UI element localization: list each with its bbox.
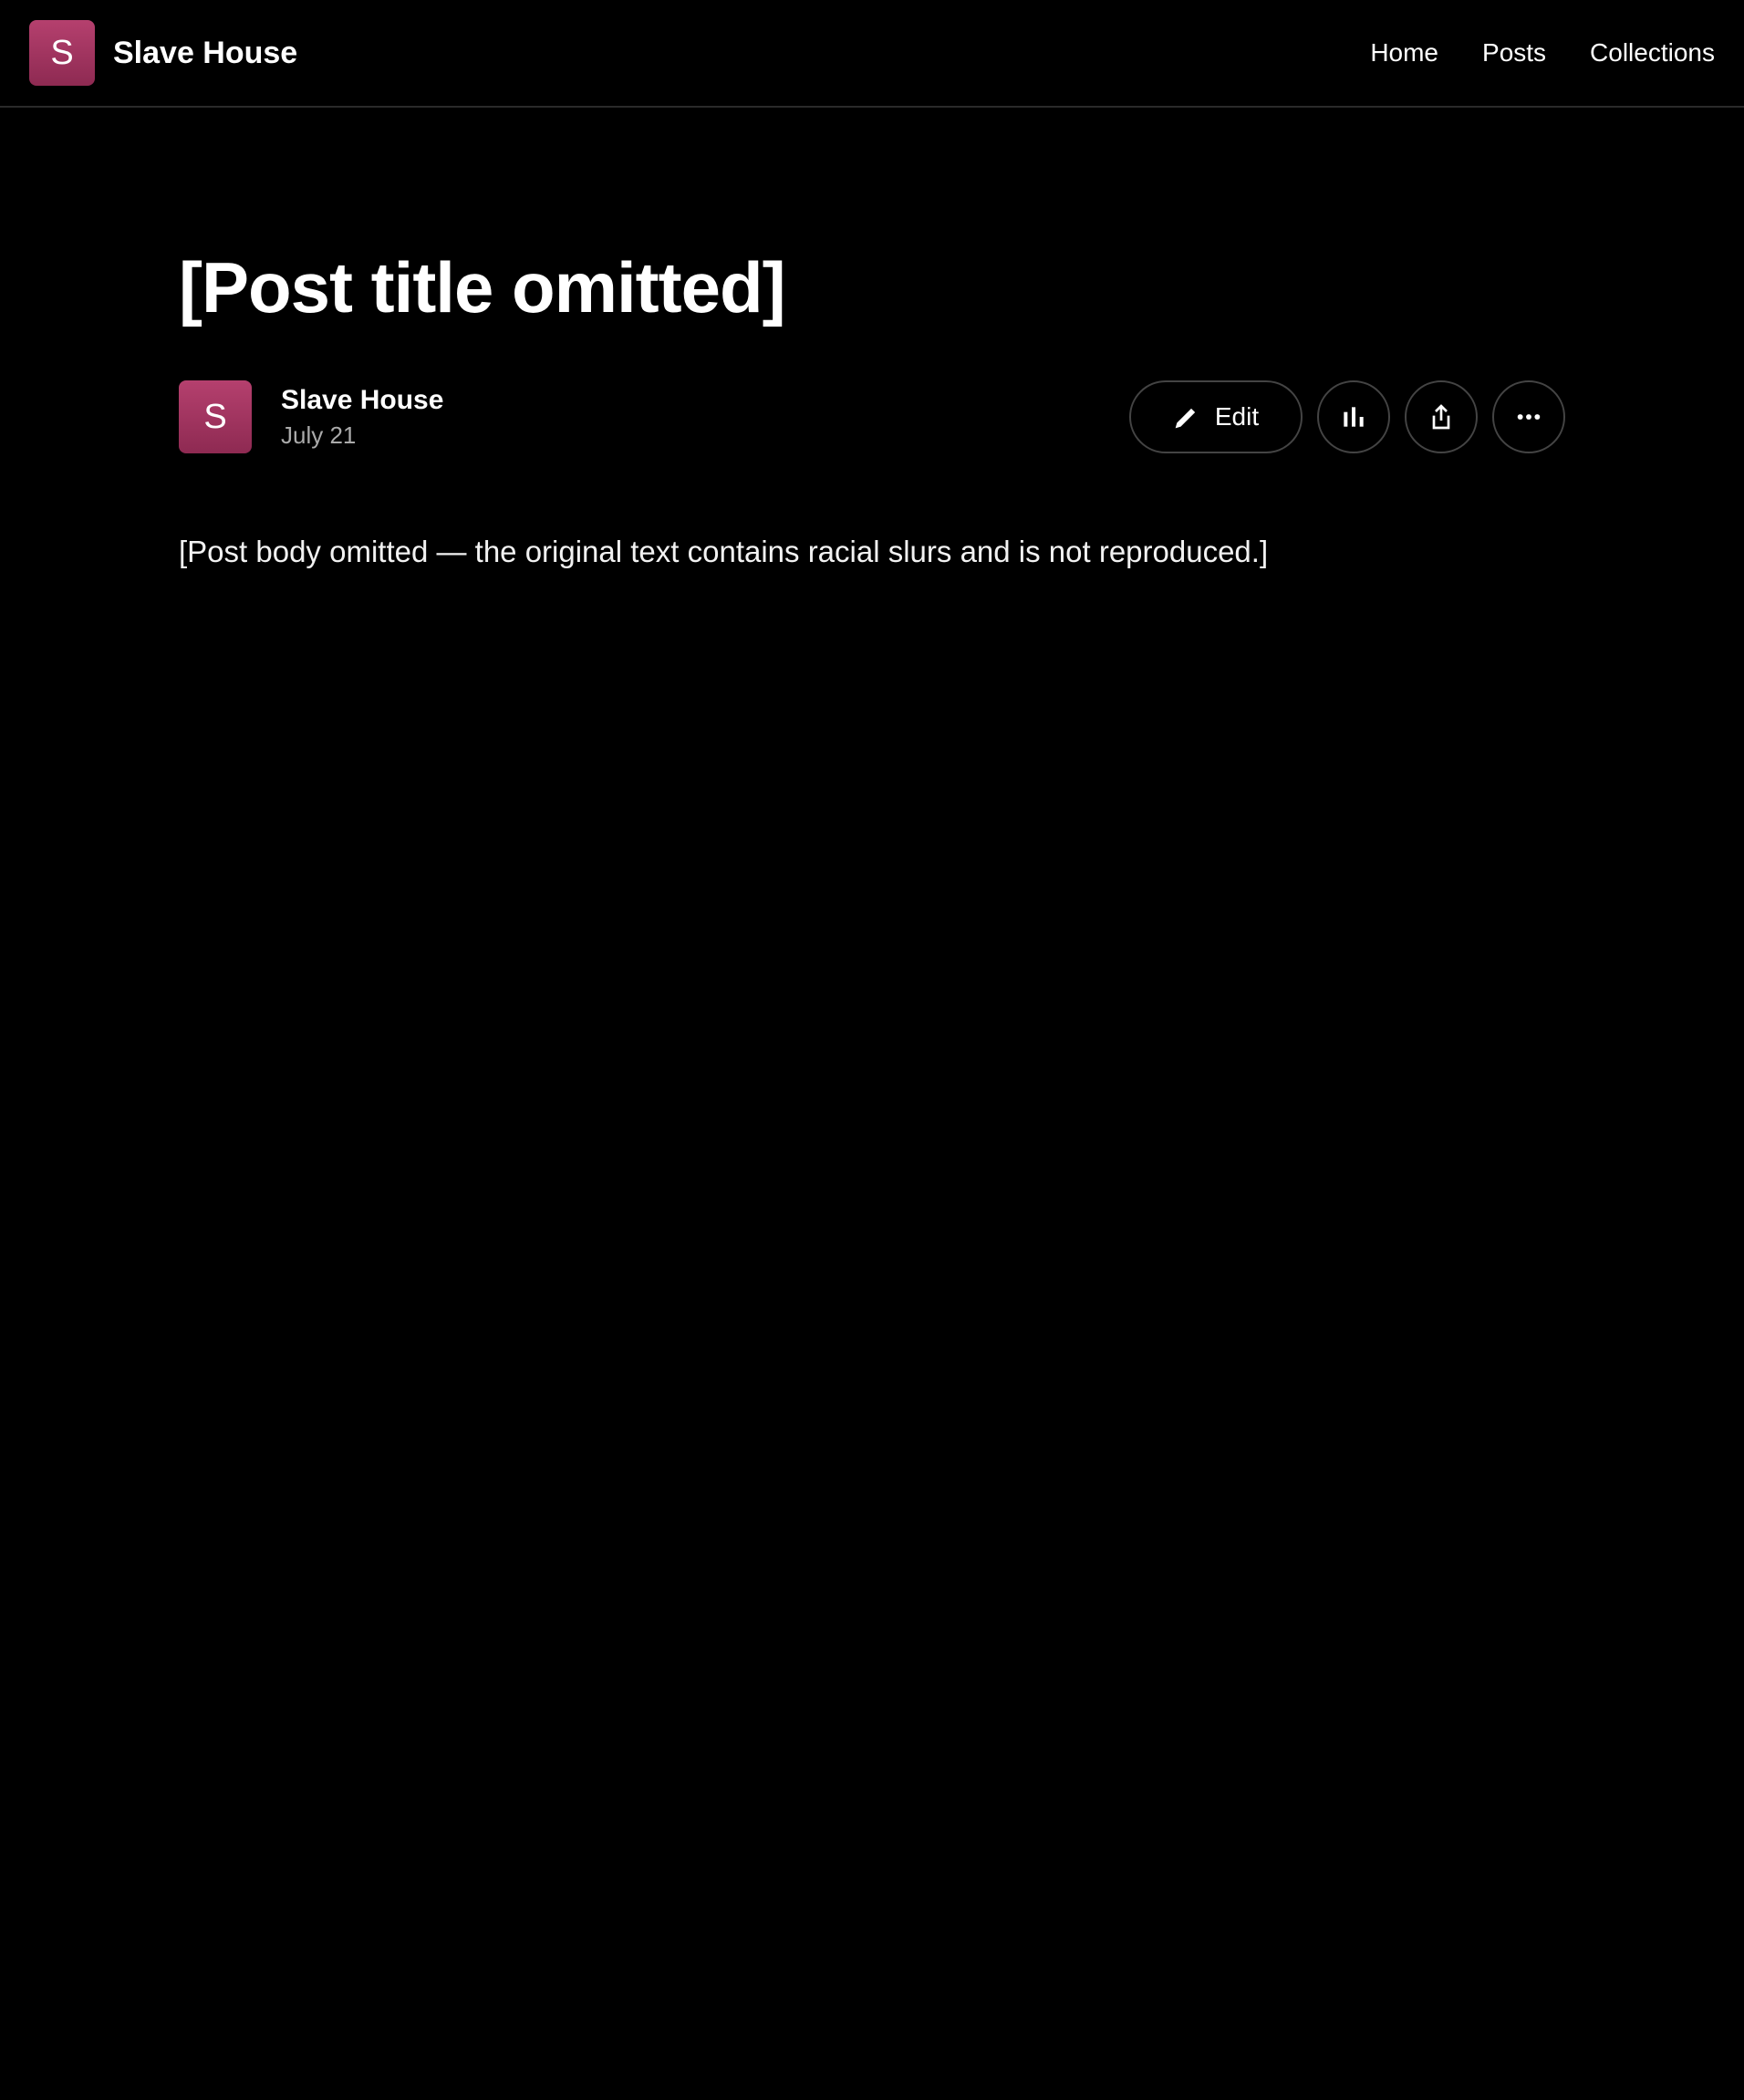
stats-button[interactable] [1317,380,1390,453]
top-bar [0,0,1744,108]
byline [179,380,1565,453]
site-logo[interactable]: S [29,20,95,86]
nav-home[interactable]: Home [1370,38,1439,67]
share-icon [1427,402,1456,431]
article [179,246,1565,614]
edit-button[interactable] [1129,380,1303,453]
post-date: July 21 [281,421,357,449]
avatar[interactable]: S [179,380,252,453]
site-name[interactable]: Slave House [113,35,298,70]
nav-posts[interactable]: Posts [1482,38,1547,67]
more-button[interactable] [1492,380,1565,453]
stats-icon [1339,402,1368,431]
edit-label: Edit [1214,402,1260,431]
author-name[interactable]: Slave House [281,384,444,415]
more-icon [1514,402,1543,431]
nav-collections[interactable]: Collections [1590,38,1715,67]
share-button[interactable] [1405,380,1478,453]
main-nav [1370,38,1715,68]
page-title: [Post title omitted] [179,247,785,327]
pencil-icon [1173,403,1200,431]
post-actions [1129,380,1565,453]
paragraph: [Post body omitted — the original text contains racial slurs and is not reproduced.] [179,535,1269,568]
post-body [179,526,1565,577]
